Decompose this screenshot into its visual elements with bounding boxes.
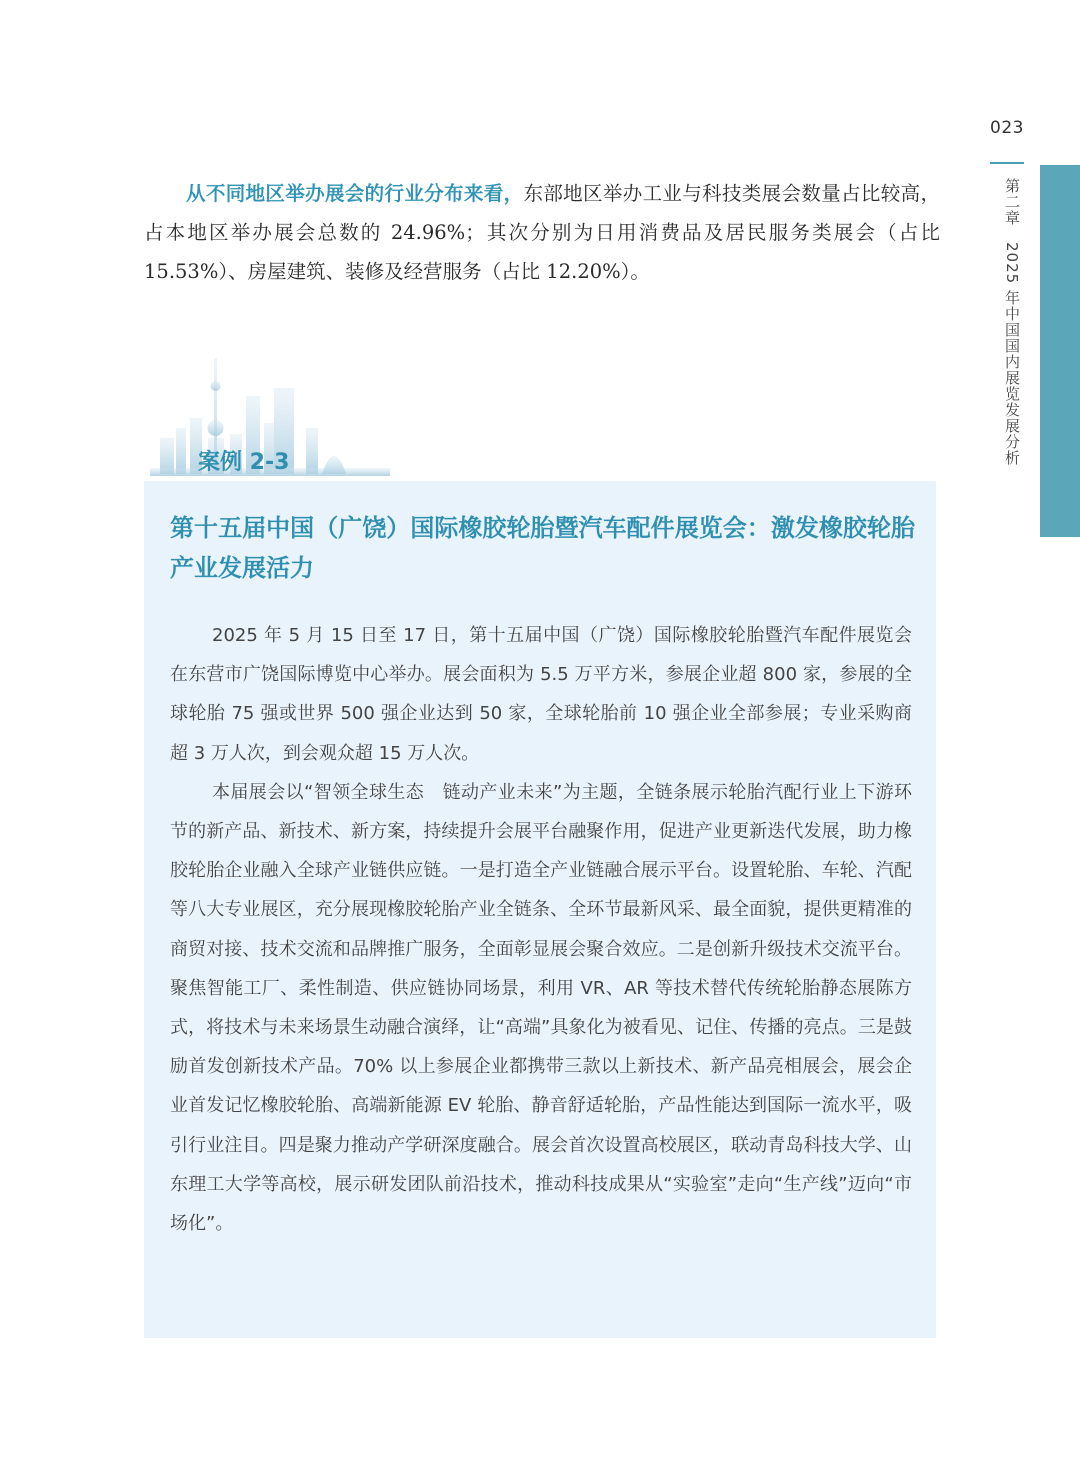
page-number: 023: [990, 118, 1024, 138]
case-body: [170, 616, 912, 1243]
chapter-title-vertical: 第二章 2025 年中国国内展览发展分析: [1003, 178, 1021, 466]
case-paragraph: 本届展会以“智领全球生态 链动产业未来”为主题，全链条展示轮胎汽配行业上下游环节的新产品、新技术、新方案，持续提升会展平台融聚作用，促进产业更新迭代发展，助力橡胶轮胎企业融入全球产业链供应链。一是打造全产业链融合展示平台。设置轮胎、车轮、汽配等八大专业展区，充分展现橡胶轮胎产业全链条、全环节最新风采、最全面貌，提供更精准的商贸对接、技术交流和品牌推广服务，全面彰显展会聚合效应。二是创新升级技术交流平台。聚焦智能工厂、柔性制造、供应链协同场景，利用 VR、AR 等技术替代传统轮胎静态展陈方式，将技术与未来场景生动融合演绎，让“高端”具象化为被看见、记住、传播的亮点。三是鼓励首发创新技术产品。70% 以上参展企业都携带三款以上新技术、新产品亮相展会，展会企业首发记忆橡胶轮胎、高端新能源 EV 轮胎、静音舒适轮胎，产品性能达到国际一流水平，吸引行业注目。四是聚力推动产学研深度融合。展会首次设置高校展区，联动青岛科技大学、山东理工大学等高校，展示研发团队前沿技术，推动科技成果从“实验室”走向“生产线”迈向“市场化”。: [170, 781, 912, 1235]
intro-text: 东部地区举办工业与科技类展会数量占比较高，占本地区举办展会总数的 24.96%；其次分别为日用消费品及居民服务类展会（占比 15.53%）、房屋建筑、装修及经营服务（占比 12.20%）。: [144, 182, 940, 283]
case-title: 第十五届中国（广饶）国际橡胶轮胎暨汽车配件展览会：激发橡胶轮胎产业发展活力: [170, 513, 915, 582]
chapter-tab: [1040, 165, 1080, 537]
intro-paragraph: [144, 174, 940, 291]
case-paragraph: 2025 年 5 月 15 日至 17 日，第十五届中国（广饶）国际橡胶轮胎暨汽车配件展览会在东营市广饶国际博览中心举办。展会面积为 5.5 万平方米，参展企业超 800 家，参展的全球轮胎 75 强或世界 500 强企业达到 50 家，全球轮胎前 10 强企业全部参展；专业采购商超 3 万人次，到会观众超 15 万人次。: [170, 625, 912, 764]
intro-lead: 从不同地区举办展会的行业分布来看，: [186, 182, 524, 205]
case-label: 案例 2-3: [198, 450, 290, 475]
page-number-divider: [990, 162, 1024, 164]
